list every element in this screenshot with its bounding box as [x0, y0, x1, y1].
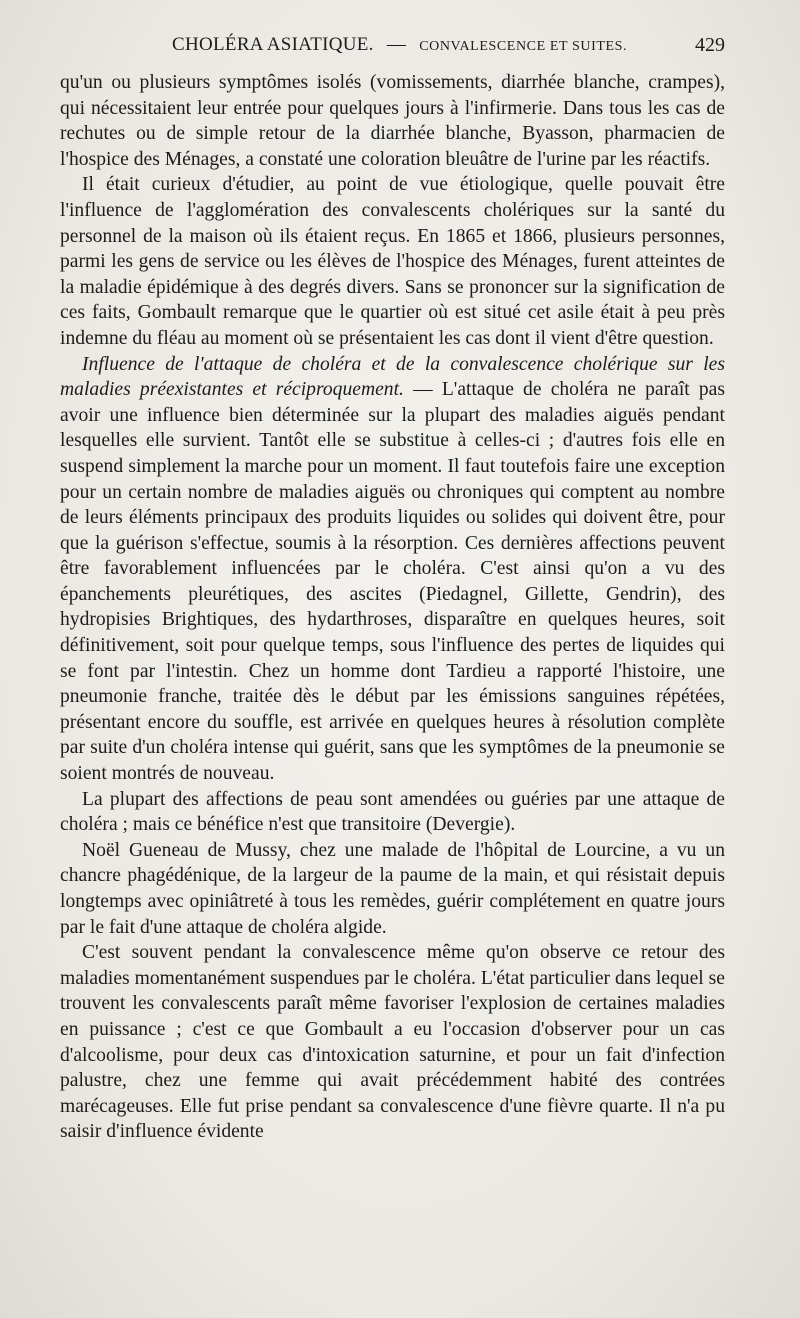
paragraph-text: C'est souvent pendant la convalescence même qu'on observe ce retour des maladies momentanément suspendues par le choléra. L'état particulier dans lequel se trouvent les convalescents paraît même favoriser l'explosion de certaines maladies en puissance ; c'est ce que Gombault a eu l'occasion d'observer pour un cas d'alcoolisme, pour deux cas d'intoxication saturnine, et pour un fait d'infection palustre, chez une femme qui avait précédemment habité des contrées marécageuses. Elle fut prise pendant sa convalescence d'une fièvre quarte. Il n'a pu saisir d'influence évidente: [60, 942, 725, 1143]
paragraph-influence: [60, 352, 725, 787]
running-title: [172, 34, 627, 56]
paragraph-chancre: [60, 838, 725, 940]
section-title: CONVALESCENCE ET SUITES.: [419, 39, 628, 54]
paragraph-text: Noël Gueneau de Mussy, chez une malade de l'hôpital de Lourcine, a vu un chancre phagédénique, de la largeur de la paume de la main, et qui résistait depuis longtemps avec opiniâtreté à tous les remèdes, guérir complétement en quatre jours par le fait d'une attaque de choléra algide.: [60, 839, 725, 938]
chapter-title: CHOLÉRA ASIATIQUE.: [172, 34, 374, 55]
title-separator: —: [386, 34, 407, 55]
page-header: [60, 34, 725, 64]
paragraph-skin-diseases: [60, 787, 725, 838]
paragraph-text: Il était curieux d'étudier, au point de vue étiologique, quelle pouvait être l'influence de l'agglomération des convalescents cholériques sur la santé du personnel de la maison où ils étaient reçus. En 1865 et 1866, plusieurs personnes, parmi les gens de service ou les élèves de l'hospice des Ménages, furent atteintes de la maladie épidémique à des degrés divers. Sans se prononcer sur la signification de ces faits, Gombault remarque que le quartier où est situé cet asile était à peu près indemne du fléau au moment où se présentaient les cas dont il vient d'être question.: [60, 174, 725, 349]
paragraph-text: — L'attaque de choléra ne paraît pas avoir une influence bien déterminée sur la plupart des maladies aiguës pendant lesquelles elle survient. Tantôt elle se substitue à celles-ci ; d'autres fois elle en suspend simplement la marche pour un moment. Il faut toutefois faire une exception pour un certain nombre de maladies aiguës ou chroniques qui comptent au nombre de leurs éléments principaux des produits liquides ou solides qui doivent être, pour que la guérison s'effectue, soumis à la résorption. Ces dernières affections peuvent être favorablement influencées par le choléra. C'est ainsi qu'on a vu des épanchements pleurétiques, des ascites (Piedagnel, Gillette, Gendrin), des hydropisies Brightiques, des hydarthroses, disparaître en quelques heures, soit définitivement, soit pour quelque temps, sous l'influence des pertes de liquides qui se font par l'intestin. Chez un homme dont Tardieu a rapporté l'histoire, une pneumonie franche, traitée dès le début par les émissions sanguines répétées, présentant encore du souffle, est arrivée en quelques heures à résolution complète par suite d'un choléra intense qui guérit, sans que les symptômes de la pneumonie se soient montrés de nouveau.: [60, 379, 725, 785]
paragraph-continued: [60, 70, 725, 172]
body-text: [60, 70, 725, 1145]
section-heading-italic: Influence de l'attaque de choléra et de la convalescence cholérique sur les maladies préexistantes et réciproquement.: [60, 353, 725, 401]
paragraph-text: qu'un ou plusieurs symptômes isolés (vomissements, diarrhée blanche, crampes), qui nécessitaient leur entrée pour quelques jours à l'infirmerie. Dans tous les cas de rechutes ou de simple retour de la diarrhée blanche, Byasson, pharmacien de l'hospice des Ménages, a constaté une coloration bleuâtre de l'urine par les réactifs.: [60, 72, 725, 170]
paragraph-agglomeration: [60, 172, 725, 351]
paragraph-convalescence: [60, 940, 725, 1145]
page-number: 429: [695, 34, 725, 56]
paragraph-text: La plupart des affections de peau sont amendées ou guéries par une attaque de choléra ; mais ce bénéfice n'est que transitoire (Devergie).: [60, 788, 725, 836]
